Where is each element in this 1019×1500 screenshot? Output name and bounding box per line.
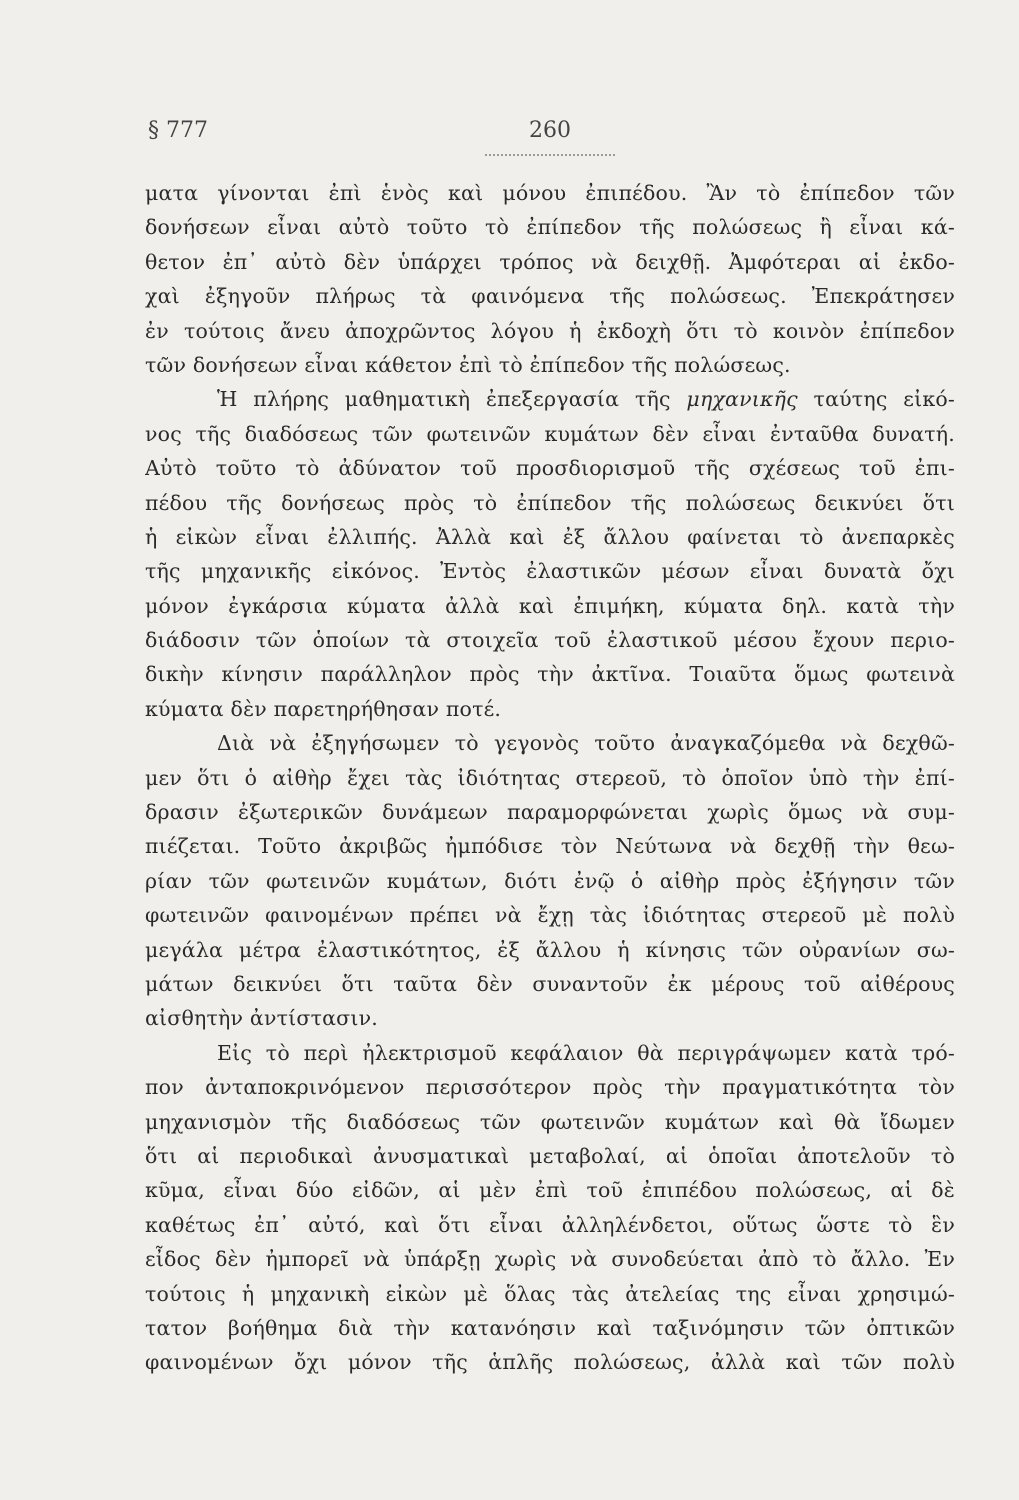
body-text — [145, 176, 955, 1380]
text-segment: ταύτης εἰκό- — [797, 387, 955, 412]
text-line — [145, 382, 955, 416]
text-line: χαὶ ἐξηγοῦν πλήρως τὰ φαινόμενα τῆς πολώσεως. Ἐπεκράτησεν — [145, 284, 955, 309]
text-line: δρασιν ἐξωτερικῶν δυνάμεων παραμορφώνεται χωρὶς ὅμως νὰ συμ- — [145, 800, 955, 825]
text-line: τατον βοήθημα διὰ τὴν κατανόησιν καὶ ταξινόμησιν τῶν ὀπτικῶν — [145, 1315, 955, 1340]
text-line: Διὰ νὰ ἐξηγήσωμεν τὸ γεγονὸς τοῦτο ἀναγκαζόμεθα νὰ δεχθῶ- — [217, 731, 955, 756]
text-line: κύματα δὲν παρετηρήθησαν ποτέ. — [145, 696, 502, 721]
text-line: ἡ εἰκὼν εἶναι ἐλλιπής. Ἀλλὰ καὶ ἐξ ἄλλου φαίνεται τὸ ἀνεπαρκὲς — [145, 524, 955, 549]
text-line: καθέτως ἐπ᾽ αὐτό, καὶ ὅτι εἶναι ἀλληλένδετοι, οὕτως ὥστε τὸ ἓν — [145, 1212, 955, 1237]
page-header — [148, 118, 953, 158]
emphasized-word: μηχανικῆς — [686, 387, 798, 412]
text-line: τούτοις ἡ μηχανικὴ εἰκὼν μὲ ὅλας τὰς ἀτελείας της εἶναι χρησιμώ- — [145, 1281, 955, 1306]
text-line: διάδοσιν τῶν ὁποίων τὰ στοιχεῖα τοῦ ἐλαστικοῦ μέσου ἔχουν περιο- — [145, 628, 955, 653]
text-line: εἶδος δὲν ἠμπορεῖ νὰ ὑπάρξῃ χωρὶς νὰ συνοδεύεται ἀπὸ τὸ ἄλλο. Ἐν — [145, 1247, 955, 1272]
text-line: ὅτι αἱ περιοδικαὶ ἀνυσματικαὶ μεταβολαί, αἱ ὁποῖαι ἀποτελοῦν τὸ — [145, 1143, 955, 1168]
text-line: μεν ὅτι ὁ αἰθὴρ ἔχει τὰς ἰδιότητας στερεοῦ, τὸ ὁποῖον ὑπὸ τὴν ἐπί- — [145, 765, 955, 790]
text-line: ματα γίνονται ἐπὶ ἑνὸς καὶ μόνου ἐπιπέδου. Ἂν τὸ ἐπίπεδον τῶν — [145, 181, 955, 205]
text-line: νος τῆς διαδόσεως τῶν φωτεινῶν κυμάτων δὲν εἶναι ἐνταῦθα δυνατή. — [145, 421, 955, 446]
text-line: πιέζεται. Τοῦτο ἀκριβῶς ἠμπόδισε τὸν Νεύτωνα νὰ δεχθῇ τὴν θεω- — [145, 834, 955, 859]
text-line: μεγάλα μέτρα ἐλαστικότητος, ἐξ ἄλλου ἡ κίνησις τῶν οὐρανίων σω- — [145, 937, 955, 962]
text-line: δονήσεων εἶναι αὐτὸ τοῦτο τὸ ἐπίπεδον τῆς πολώσεως ἢ εἶναι κά- — [145, 215, 955, 240]
text-line: πον ἀνταποκρινόμενον περισσότερον πρὸς τὴν πραγματικότητα τὸν — [145, 1075, 955, 1100]
text-line: τῆς μηχανικῆς εἰκόνος. Ἐντὸς ἐλαστικῶν μέσων εἶναι δυνατὰ ὄχι — [145, 559, 955, 584]
text-line: πέδου τῆς δονήσεως πρὸς τὸ ἐπίπεδον τῆς πολώσεως δεικνύει ὅτι — [145, 490, 955, 515]
text-line: ρίαν τῶν φωτεινῶν κυμάτων, διότι ἐνῷ ὁ αἰθὴρ πρὸς ἐξήγησιν τῶν — [145, 868, 955, 893]
text-line: αἰσθητὴν ἀντίστασιν. — [145, 1006, 378, 1031]
text-line: Εἰς τὸ περὶ ἠλεκτρισμοῦ κεφάλαιον θὰ περιγράψωμεν κατὰ τρό- — [217, 1040, 955, 1065]
text-line: τῶν δονήσεων εἶναι κάθετον ἐπὶ τὸ ἐπίπεδον τῆς πολώσεως. — [145, 352, 791, 377]
text-line: θετον ἐπ᾽ αὐτὸ δὲν ὑπάρχει τρόπος νὰ δειχθῇ. Ἀμφότεραι αἱ ἐκδο- — [145, 249, 955, 274]
section-number: § 777 — [148, 118, 208, 143]
text-line: δικὴν κίνησιν παράλληλον πρὸς τὴν ἀκτῖνα. Τοιαῦτα ὅμως φωτεινὰ — [145, 662, 955, 687]
text-line: Αὐτὸ τοῦτο τὸ ἀδύνατον τοῦ προσδιορισμοῦ τῆς σχέσεως τοῦ ἐπι- — [145, 456, 955, 481]
text-line: μάτων δεικνύει ὅτι ταῦτα δὲν συναντοῦν ἐκ μέρους τοῦ αἰθέρους — [145, 971, 955, 996]
text-line: ἐν τούτοις ἄνευ ἀποχρῶντος λόγου ἡ ἐκδοχὴ ὅτι τὸ κοινὸν ἐπίπεδον — [145, 318, 955, 343]
text-line: μηχανισμὸν τῆς διαδόσεως τῶν φωτεινῶν κυμάτων καὶ θὰ ἴδωμεν — [145, 1109, 955, 1134]
page-number: 260 — [529, 118, 571, 143]
text-line: φωτεινῶν φαινομένων πρέπει νὰ ἔχῃ τὰς ἰδιότητας στερεοῦ μὲ πολὺ — [145, 903, 955, 928]
text-segment: Ἡ πλήρης μαθηματικὴ ἐπεξεργασία τῆς — [217, 387, 687, 412]
page-number-ornament — [485, 150, 615, 156]
text-line: κῦμα, εἶναι δύο εἰδῶν, αἱ μὲν ἐπὶ τοῦ ἐπιπέδου πολώσεως, αἱ δὲ — [145, 1178, 955, 1203]
text-line: φαινομένων ὄχι μόνον τῆς ἁπλῆς πολώσεως, ἀλλὰ καὶ τῶν πολὺ — [145, 1350, 955, 1375]
text-line: μόνον ἐγκάρσια κύματα ἀλλὰ καὶ ἐπιμήκη, κύματα δηλ. κατὰ τὴν — [145, 593, 955, 618]
